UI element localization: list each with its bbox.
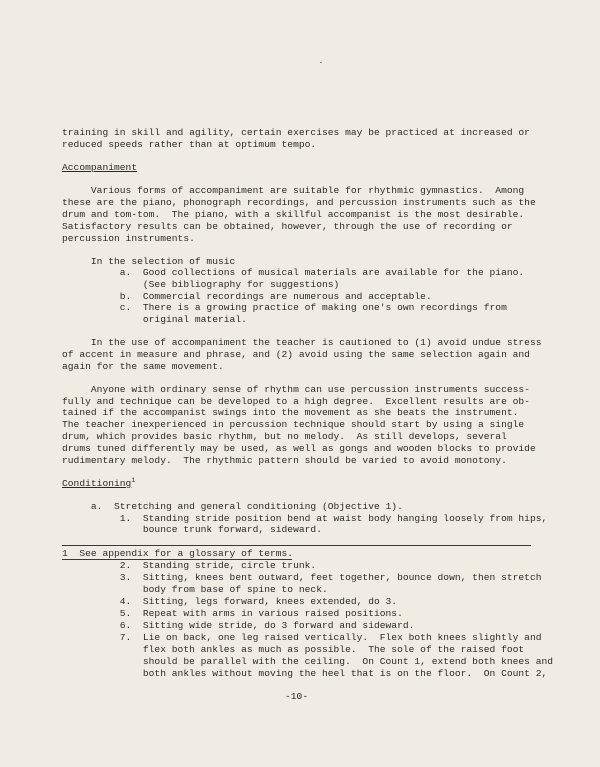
body-line: The teacher inexperienced in percussion technique should start by using a single <box>62 419 525 430</box>
list-item: 7. Lie on back, one leg raised vertically. Flex both knees slightly and <box>62 632 542 643</box>
list-item: 3. Sitting, knees bent outward, feet together, bounce down, then stretch <box>62 572 542 583</box>
list-item: a. Good collections of musical materials are available for the piano. <box>62 267 525 278</box>
body-line: percussion instruments. <box>62 233 195 244</box>
body-line: Satisfactory results can be obtained, however, through the use of recording or <box>62 221 513 232</box>
list-item: 2. Standing stride, circle trunk. <box>62 560 317 571</box>
body-line: fully and technique can be developed to a high degree. Excellent results are ob- <box>62 396 530 407</box>
footnote: 1 See appendix for a glossary of terms. <box>62 548 294 559</box>
list-item: b. Commercial recordings are numerous and acceptable. <box>62 291 432 302</box>
body-line: tained if the accompanist swings into the movement as she beats the instrument. <box>62 407 519 418</box>
list-item: body from base of spine to neck. <box>62 584 328 595</box>
footnote-rule <box>62 545 531 546</box>
body-line: training in skill and agility, certain exercises may be practiced at increased or <box>62 127 530 138</box>
section-heading-conditioning <box>62 478 135 490</box>
page-number: -10- <box>285 691 309 702</box>
paper-speck <box>320 62 322 63</box>
body-line: again for the same movement. <box>62 361 224 372</box>
body-line: Anyone with ordinary sense of rhythm can use percussion instruments success- <box>62 384 530 395</box>
footnote-marker: 1 <box>131 477 136 484</box>
body-line: drum, which provides basic rhythm, but no melody. As still develops, several <box>62 431 507 442</box>
list-item: bounce trunk forward, sideward. <box>62 524 322 535</box>
body-line: In the use of accompaniment the teacher is cautioned to (1) avoid undue stress <box>62 337 542 348</box>
list-item: flex both ankles as much as possible. The sole of the raised foot <box>62 644 525 655</box>
body-line: Various forms of accompaniment are suitable for rhythmic gymnastics. Among <box>62 185 525 196</box>
body-line: reduced speeds rather than at optimum tempo. <box>62 139 317 150</box>
list-item: 6. Sitting wide stride, do 3 forward and sideward. <box>62 620 415 631</box>
list-item: (See bibliography for suggestions) <box>62 279 340 290</box>
section-heading-accompaniment: Accompaniment <box>62 162 138 173</box>
list-item: 5. Repeat with arms in various raised positions. <box>62 608 403 619</box>
list-item: c. There is a growing practice of making one's own recordings from <box>62 302 507 313</box>
body-line: drums tuned differently may be used, as well as gongs and wooden blocks to provide <box>62 443 536 454</box>
body-line: these are the piano, phonograph recordings, and percussion instruments such as the <box>62 197 536 208</box>
list-item: both ankles without moving the heel that is on the floor. On Count 2, <box>62 668 548 679</box>
list-item: 4. Sitting, legs forward, knees extended, do 3. <box>62 596 398 607</box>
body-line: In the selection of music <box>62 256 236 267</box>
list-item: a. Stretching and general conditioning (Objective 1). <box>62 501 403 512</box>
list-item: should be parallel with the ceiling. On Count 1, extend both knees and <box>62 656 554 667</box>
list-item: 1. Standing stride position bend at waist body hanging loosely from hips, <box>62 513 548 524</box>
body-line: drum and tom-tom. The piano, with a skillful accompanist is the most desirable. <box>62 209 525 220</box>
body-line: rudimentary melody. The rhythmic pattern should be varied to avoid monotony. <box>62 455 507 466</box>
conditioning-label: Conditioning <box>62 478 132 489</box>
list-item: original material. <box>62 314 247 325</box>
body-line: of accent in measure and phrase, and (2) avoid using the same selection again and <box>62 349 530 360</box>
